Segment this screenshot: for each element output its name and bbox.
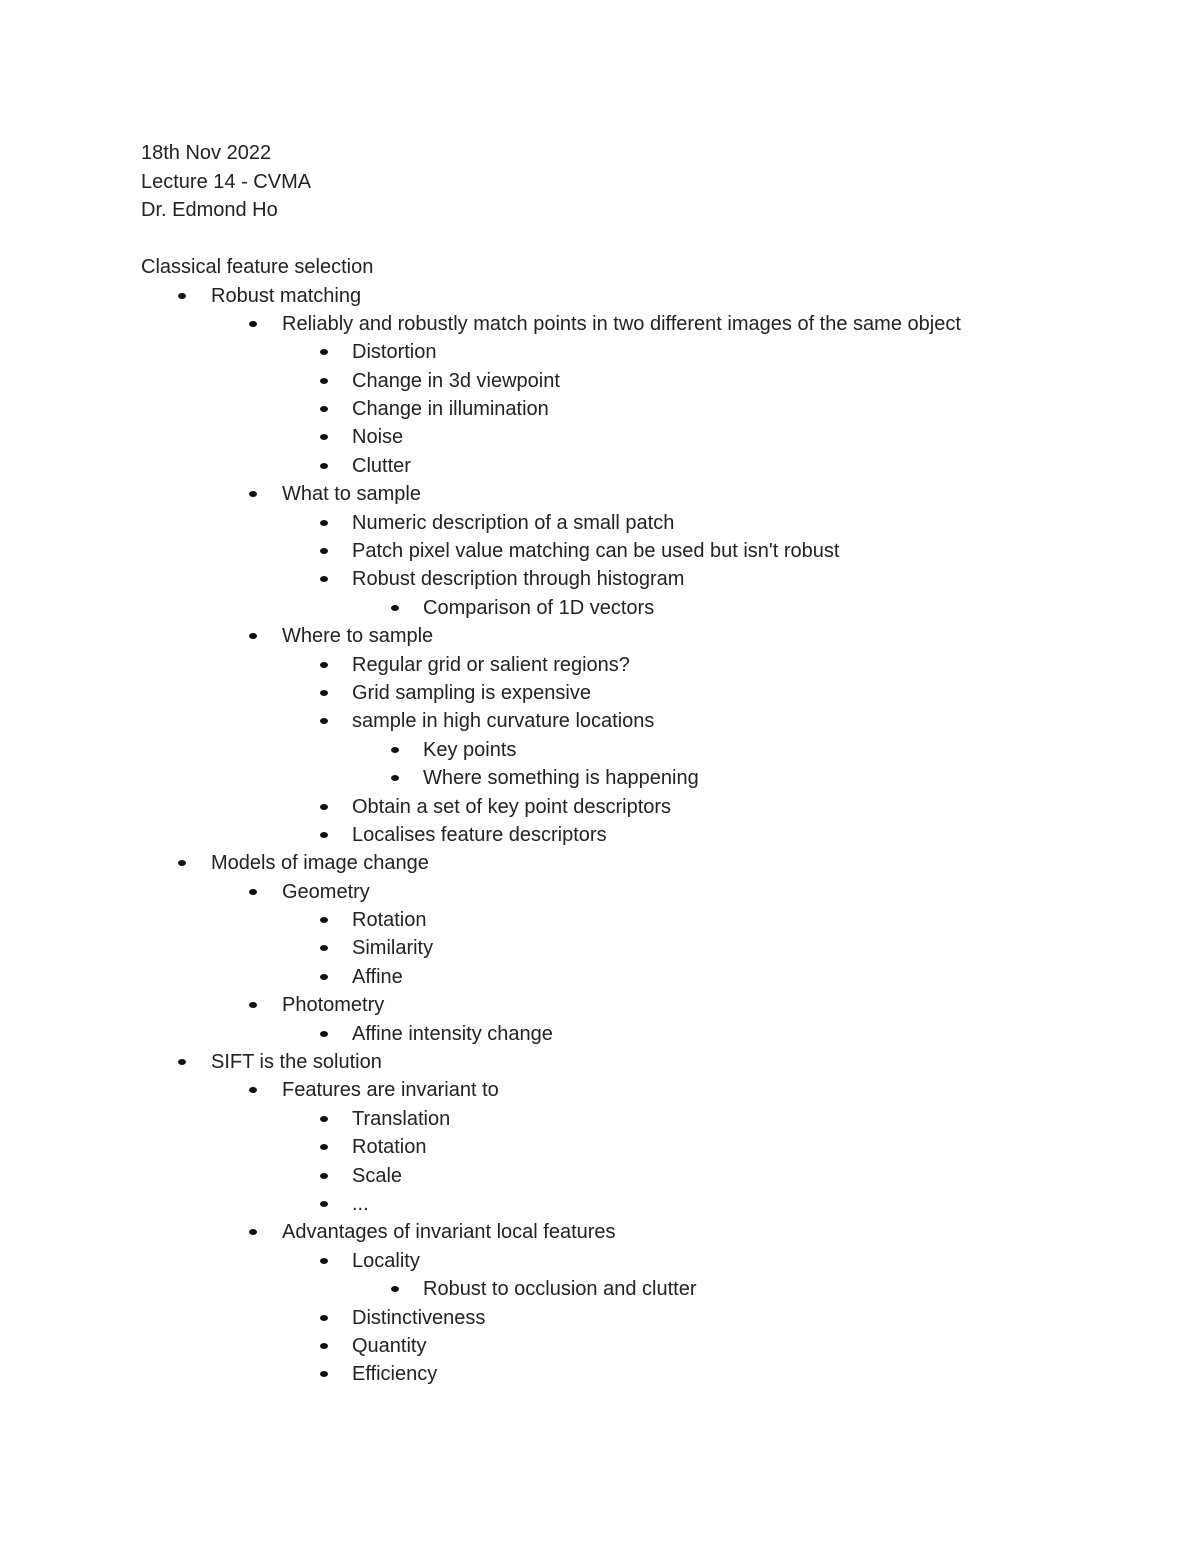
outline-item [141,963,1141,991]
outline-item [141,1190,1141,1218]
bullet-icon [320,662,328,668]
bullet-icon [320,349,328,355]
bullet-icon [178,1059,186,1065]
outline-item [141,565,1141,593]
outline-item [141,423,1141,451]
outline-item-text: Localises feature descriptors [352,823,607,846]
outline-item-text: Affine intensity change [352,1022,553,1045]
section-title: Classical feature selection [141,256,374,278]
bullet-icon [320,1173,328,1179]
outline-item [141,1162,1141,1190]
outline-item [141,594,1141,622]
outline-item-text: Clutter [352,454,411,477]
bullet-icon [320,945,328,951]
bullet-icon [320,1144,328,1150]
outline-item-text: ... [352,1193,369,1215]
outline-item-text: SIFT is the solution [211,1051,382,1074]
outline-item-text: Where to sample [282,625,434,648]
bullet-icon [249,1087,257,1093]
bullet-icon [320,1371,328,1377]
outline-item [141,1076,1141,1104]
outline-item-text: Models of image change [211,852,429,875]
outline-item-text: Efficiency [352,1363,438,1386]
bullet-icon [320,718,328,724]
outline-item [141,622,1141,650]
outline-item-text: Robust matching [211,284,362,307]
outline-item-text: Comparison of 1D vectors [423,596,655,619]
outline-item [141,1304,1141,1332]
outline-item-text: Rotation [352,909,427,932]
outline-item [141,452,1141,480]
outline-item-text: Robust description through histogram [352,568,685,591]
outline-item [141,1133,1141,1161]
outline-item [141,338,1141,366]
outline-item [141,764,1141,792]
outline-item [141,1105,1141,1133]
outline-item [141,991,1141,1019]
bullet-icon [320,832,328,838]
outline-item-text: What to sample [282,483,421,506]
outline-item [141,1332,1141,1360]
outline-item-text: Distortion [352,341,437,364]
outline-item-text: Features are invariant to [282,1079,499,1102]
outline-item-text: Translation [352,1107,451,1130]
bullet-icon [320,917,328,923]
outline-item [141,1020,1141,1048]
bullet-icon [391,1286,399,1292]
bullet-icon [320,576,328,582]
bullet-icon [320,434,328,440]
outline-item-text: Grid sampling is expensive [352,681,591,704]
bullet-icon [320,1258,328,1264]
bullet-icon [249,491,257,497]
outline-item [141,282,1141,310]
bullet-icon [320,1201,328,1207]
outline-item-text: Regular grid or salient regions? [352,653,630,676]
outline-item [141,849,1141,877]
bullet-icon [391,605,399,611]
bullet-icon [249,1229,257,1235]
outline-item-text: Advantages of invariant local features [282,1221,616,1244]
lecturer-name: Dr. Edmond Ho [141,199,278,221]
bullet-icon [391,775,399,781]
outline-item-text: Patch pixel value matching can be used but isn't robust [352,540,840,563]
outline-item [141,707,1141,735]
bullet-icon [249,889,257,895]
outline-item-text: Locality [352,1249,420,1272]
outline-item [141,736,1141,764]
outline-item-text: Similarity [352,937,434,960]
outline-item [141,509,1141,537]
bullet-icon [178,293,186,299]
document-content [141,139,1141,1389]
outline-item-text: Photometry [282,994,385,1017]
outline-item-text: Change in illumination [352,398,549,421]
outline-item [141,821,1141,849]
outline-item [141,480,1141,508]
outline-item-text: Rotation [352,1136,427,1159]
bullet-icon [178,860,186,866]
outline-item [141,367,1141,395]
outline-item-text: Key points [423,738,517,761]
bullet-icon [320,1343,328,1349]
outline-item [141,651,1141,679]
bullet-icon [249,321,257,327]
outline-item-text: Quantity [352,1334,427,1357]
bullet-icon [249,1002,257,1008]
bullet-icon [391,747,399,753]
bullet-icon [320,974,328,980]
bullet-icon [320,548,328,554]
outline-item-text: Where something is happening [423,767,699,790]
outline-item-text: Noise [352,426,404,449]
lecture-title: Lecture 14 - CVMA [141,170,312,193]
outline-item-text: Change in 3d viewpoint [352,369,560,392]
outline-item [141,310,1141,338]
bullet-icon [320,520,328,526]
outline-item-text: Robust to occlusion and clutter [423,1278,697,1301]
bullet-icon [249,633,257,639]
bullet-icon [320,406,328,412]
bullet-icon [320,1116,328,1122]
outline-item-text: sample in high curvature locations [352,710,655,733]
outline-item [141,679,1141,707]
blank-line [141,225,1141,254]
outline-item-text: Distinctiveness [352,1306,486,1329]
outline-item [141,1275,1141,1303]
outline-item-text: Obtain a set of key point descriptors [352,795,672,818]
outline-item-text: Numeric description of a small patch [352,511,675,534]
outline-item [141,1218,1141,1246]
outline-item-text: Scale [352,1164,403,1187]
bullet-icon [320,804,328,810]
bullet-icon [320,463,328,469]
outline-item [141,878,1141,906]
outline-item [141,1247,1141,1275]
outline-item-text: Affine [352,965,403,988]
bullet-icon [320,1315,328,1321]
bullet-icon [320,690,328,696]
bullet-icon [320,378,328,384]
outline-item [141,793,1141,821]
outline-item [141,537,1141,565]
outline-item-text: Geometry [282,880,370,903]
outline-item [141,395,1141,423]
outline-item [141,934,1141,962]
outline-item [141,1360,1141,1388]
bullet-icon [320,1031,328,1037]
outline-item [141,1048,1141,1076]
outline-item-text: Reliably and robustly match points in two different images of the same object [282,312,961,335]
lecture-date: 18th Nov 2022 [141,142,272,164]
bullet-outline [141,282,1141,1389]
outline-item [141,906,1141,934]
